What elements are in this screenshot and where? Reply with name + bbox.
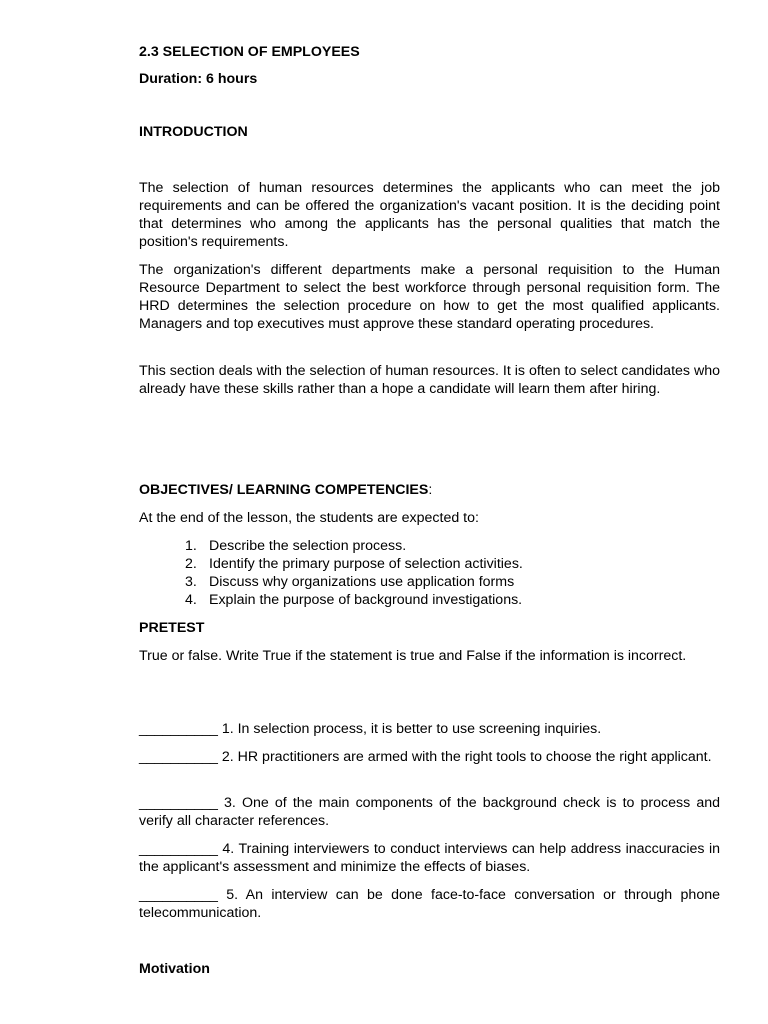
pretest-item-2: __________ 2. HR practitioners are armed with the right tools to choose the right applicant. [139, 749, 712, 765]
objective-number: 2. [185, 556, 197, 573]
pretest-item-4: __________ 4. Training interviewers to conduct interviews can help address inaccuracies in the applicant's assessment and minimize the effects of biases. [139, 841, 720, 876]
objective-item [185, 591, 720, 609]
pretest-item-1: __________ 1. In selection process, it is better to use screening inquiries. [139, 721, 602, 737]
objectives-heading-text: OBJECTIVES/ LEARNING COMPETENCIES [139, 482, 429, 498]
objective-text: Describe the selection process. [209, 538, 407, 554]
objective-number: 3. [185, 574, 197, 591]
objective-item [185, 555, 720, 573]
introduction-paragraph-1: The selection of human resources determines the applicants who can meet the job requirements and can be offered the organization's vacant position. It is the deciding point that determines who among the applicants has the personal qualities that match the position's requirements. [139, 180, 720, 251]
objective-number: 1. [185, 538, 197, 554]
objective-number: 4. [185, 592, 197, 609]
objectives-lead: At the end of the lesson, the students are expected to: [139, 510, 479, 526]
objective-text: Identify the primary purpose of selection activities. [209, 556, 523, 573]
objectives-heading [139, 481, 720, 499]
pretest-item-3: __________ 3. One of the main components of the background check is to process and verify all character references. [139, 795, 720, 830]
duration-label: Duration: 6 hours [139, 71, 258, 87]
objectives-heading-colon: : [428, 482, 433, 498]
objective-text: Explain the purpose of background investigations. [209, 592, 523, 609]
pretest-item-5: __________ 5. An interview can be done face-to-face conversation or through phone telecommunication. [139, 887, 720, 922]
introduction-paragraph-2: The organization's different departments make a personal requisition to the Human Resource Department to select the best workforce through personal requisition form. The HRD determines the selection procedure on how to get the most qualified applicants. Managers and top executives must approve these standard operating procedures. [139, 262, 720, 333]
objectives-list [185, 537, 720, 609]
objective-item [185, 573, 720, 591]
objective-item [185, 537, 720, 555]
motivation-heading: Motivation [139, 961, 210, 977]
section-title: 2.3 SELECTION OF EMPLOYEES [139, 44, 360, 60]
pretest-heading: PRETEST [139, 620, 205, 636]
objective-text: Discuss why organizations use application forms [209, 574, 515, 591]
introduction-heading: INTRODUCTION [139, 124, 248, 140]
introduction-paragraph-3: This section deals with the selection of human resources. It is often to select candidates who already have these skills rather than a hope a candidate will learn them after hiring. [139, 363, 720, 398]
pretest-instructions: True or false. Write True if the statement is true and False if the information is incorrect. [139, 648, 687, 664]
